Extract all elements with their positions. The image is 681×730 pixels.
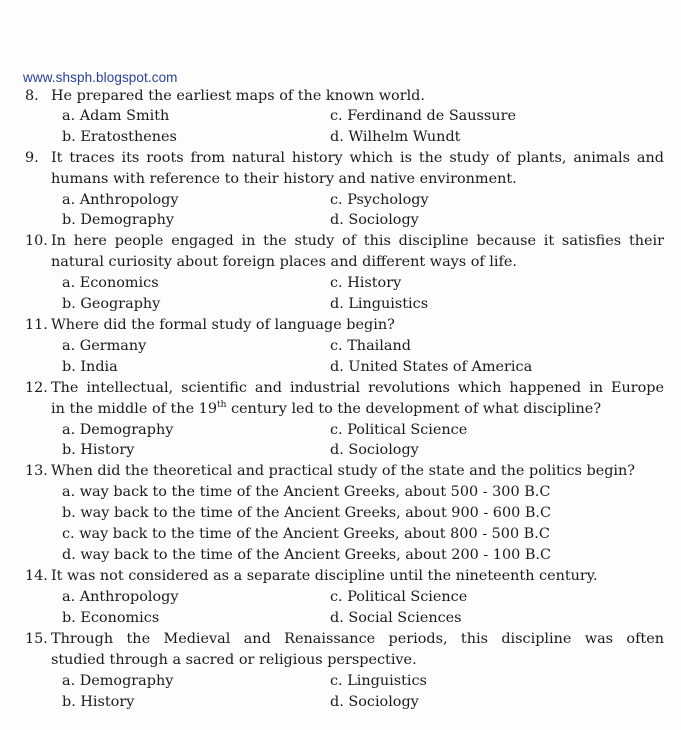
- question-8-choice-b: b. Eratosthenes: [62, 129, 177, 145]
- question-8-choice-d: d. Wilhelm Wundt: [330, 129, 461, 145]
- question-11-choice-b: b. India: [62, 359, 118, 375]
- question-10-choice-b: b. Geography: [62, 296, 161, 312]
- question-12-text-line-2-end: century led to the development of what discipline?: [226, 401, 602, 417]
- question-9-choice-a: a. Anthropology: [62, 192, 179, 208]
- question-12-choice-d: d. Sociology: [330, 442, 419, 458]
- question-13-number: 13.: [25, 463, 48, 479]
- question-10-choice-a: a. Economics: [62, 275, 159, 291]
- question-14-choice-c: c. Political Science: [330, 589, 468, 605]
- question-11-choice-d: d. United States of America: [330, 359, 533, 375]
- question-15-text-line-2: studied through a sacred or religious perspective.: [51, 652, 417, 668]
- question-12-choice-a: a. Demography: [62, 422, 174, 438]
- question-15-number: 15.: [25, 631, 48, 647]
- question-15-text-line-1: Through the Medieval and Renaissance periods, this discipline was often: [51, 631, 664, 647]
- question-15-choice-b: b. History: [62, 694, 135, 710]
- question-14-choice-a: a. Anthropology: [62, 589, 179, 605]
- question-12-number: 12.: [25, 380, 48, 396]
- question-10-text-line-2: natural curiosity about foreign places and different ways of life.: [51, 254, 517, 270]
- question-8-number: 8.: [25, 88, 39, 104]
- question-13-choice-c: c. way back to the time of the Ancient Greeks, about 800 - 500 B.C: [62, 526, 550, 542]
- question-14-choice-d: d. Social Sciences: [330, 610, 462, 626]
- question-10-number: 10.: [25, 233, 48, 249]
- question-9-choice-d: d. Sociology: [330, 212, 419, 228]
- question-8-choice-c: c. Ferdinand de Saussure: [330, 108, 516, 124]
- ordinal-superscript: th: [216, 400, 227, 410]
- question-15-choice-c: c. Linguistics: [330, 673, 427, 689]
- question-8-choice-a: a. Adam Smith: [62, 108, 170, 124]
- question-11-choice-a: a. Germany: [62, 338, 147, 354]
- question-11-choice-c: c. Thailand: [330, 338, 411, 354]
- question-12-choice-b: b. History: [62, 442, 135, 458]
- source-url: www.shsph.blogspot.com: [23, 70, 178, 85]
- question-13-text: When did the theoretical and practical study of the state and the politics begin?: [51, 463, 636, 479]
- question-13-choice-d: d. way back to the time of the Ancient Greeks, about 200 - 100 B.C: [62, 547, 551, 563]
- question-9-choice-c: c. Psychology: [330, 192, 429, 208]
- question-12-text-line-2-start: in the middle of the 19: [51, 401, 217, 417]
- question-10-text-line-1: In here people engaged in the study of this discipline because it satisfies their: [51, 233, 664, 249]
- question-14-text: It was not considered as a separate discipline until the nineteenth century.: [51, 568, 598, 584]
- question-10-choice-d: d. Linguistics: [330, 296, 429, 312]
- question-11-text: Where did the formal study of language begin?: [51, 317, 395, 333]
- question-8-text: He prepared the earliest maps of the known world.: [51, 88, 425, 104]
- question-9-number: 9.: [25, 150, 39, 166]
- question-13-choice-a: a. way back to the time of the Ancient Greeks, about 500 - 300 B.C: [62, 484, 551, 500]
- question-12-text-line-1: The intellectual, scientific and industrial revolutions which happened in Europe: [51, 380, 664, 396]
- question-11-number: 11.: [25, 317, 48, 333]
- question-14-choice-b: b. Economics: [62, 610, 160, 626]
- question-12-choice-c: c. Political Science: [330, 422, 468, 438]
- question-15-choice-d: d. Sociology: [330, 694, 419, 710]
- question-13-choice-b: b. way back to the time of the Ancient Greeks, about 900 - 600 B.C: [62, 505, 551, 521]
- question-10-choice-c: c. History: [330, 275, 402, 291]
- question-9-choice-b: b. Demography: [62, 212, 175, 228]
- question-12-text-line-2: [51, 401, 601, 417]
- question-9-text-line-2: humans with reference to their history and native environment.: [51, 171, 517, 187]
- question-9-text-line-1: It traces its roots from natural history which is the study of plants, animals and: [51, 150, 664, 166]
- question-14-number: 14.: [25, 568, 48, 584]
- question-15-choice-a: a. Demography: [62, 673, 174, 689]
